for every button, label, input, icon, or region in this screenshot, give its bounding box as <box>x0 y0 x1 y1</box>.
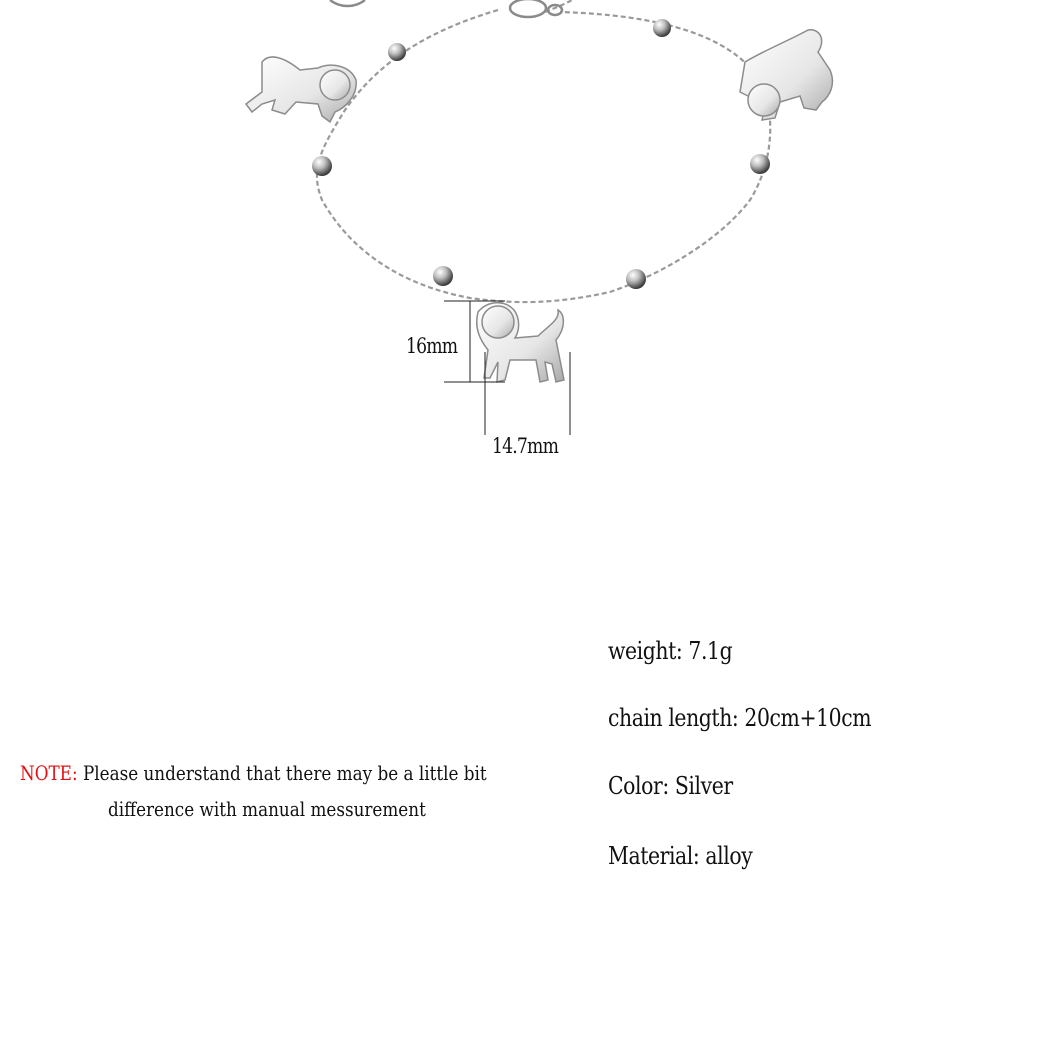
pug-charm-center <box>477 303 564 382</box>
beads <box>312 19 770 289</box>
spec-weight-label: weight: <box>608 637 683 665</box>
pug-charm-right <box>740 30 832 120</box>
note-label: NOTE: <box>20 761 78 785</box>
spec-chain-length <box>608 704 871 732</box>
spec-color-value: Silver <box>674 772 733 800</box>
spec-material-value: alloy <box>705 842 753 870</box>
spec-color-label: Color: <box>608 772 669 800</box>
pug-charm-left <box>246 57 356 122</box>
spec-weight <box>608 637 732 665</box>
spec-material <box>608 842 752 870</box>
spec-color <box>608 772 733 800</box>
note-text-1: Please understand that there may be a little bit <box>82 761 487 785</box>
spec-chain-length-value: 20cm+10cm <box>744 704 872 732</box>
spec-weight-value: 7.1g <box>688 637 733 665</box>
spec-material-label: Material: <box>608 842 700 870</box>
note-line-2 <box>108 797 426 821</box>
height-dimension-label: 16mm <box>406 334 458 358</box>
width-dimension-label: 14.7mm <box>492 434 559 458</box>
note-text-2: difference with manual messurement <box>108 797 426 821</box>
chain <box>317 0 770 302</box>
clasp <box>330 0 562 17</box>
note-line-1 <box>20 761 487 785</box>
spec-chain-length-label: chain length: <box>608 704 739 732</box>
